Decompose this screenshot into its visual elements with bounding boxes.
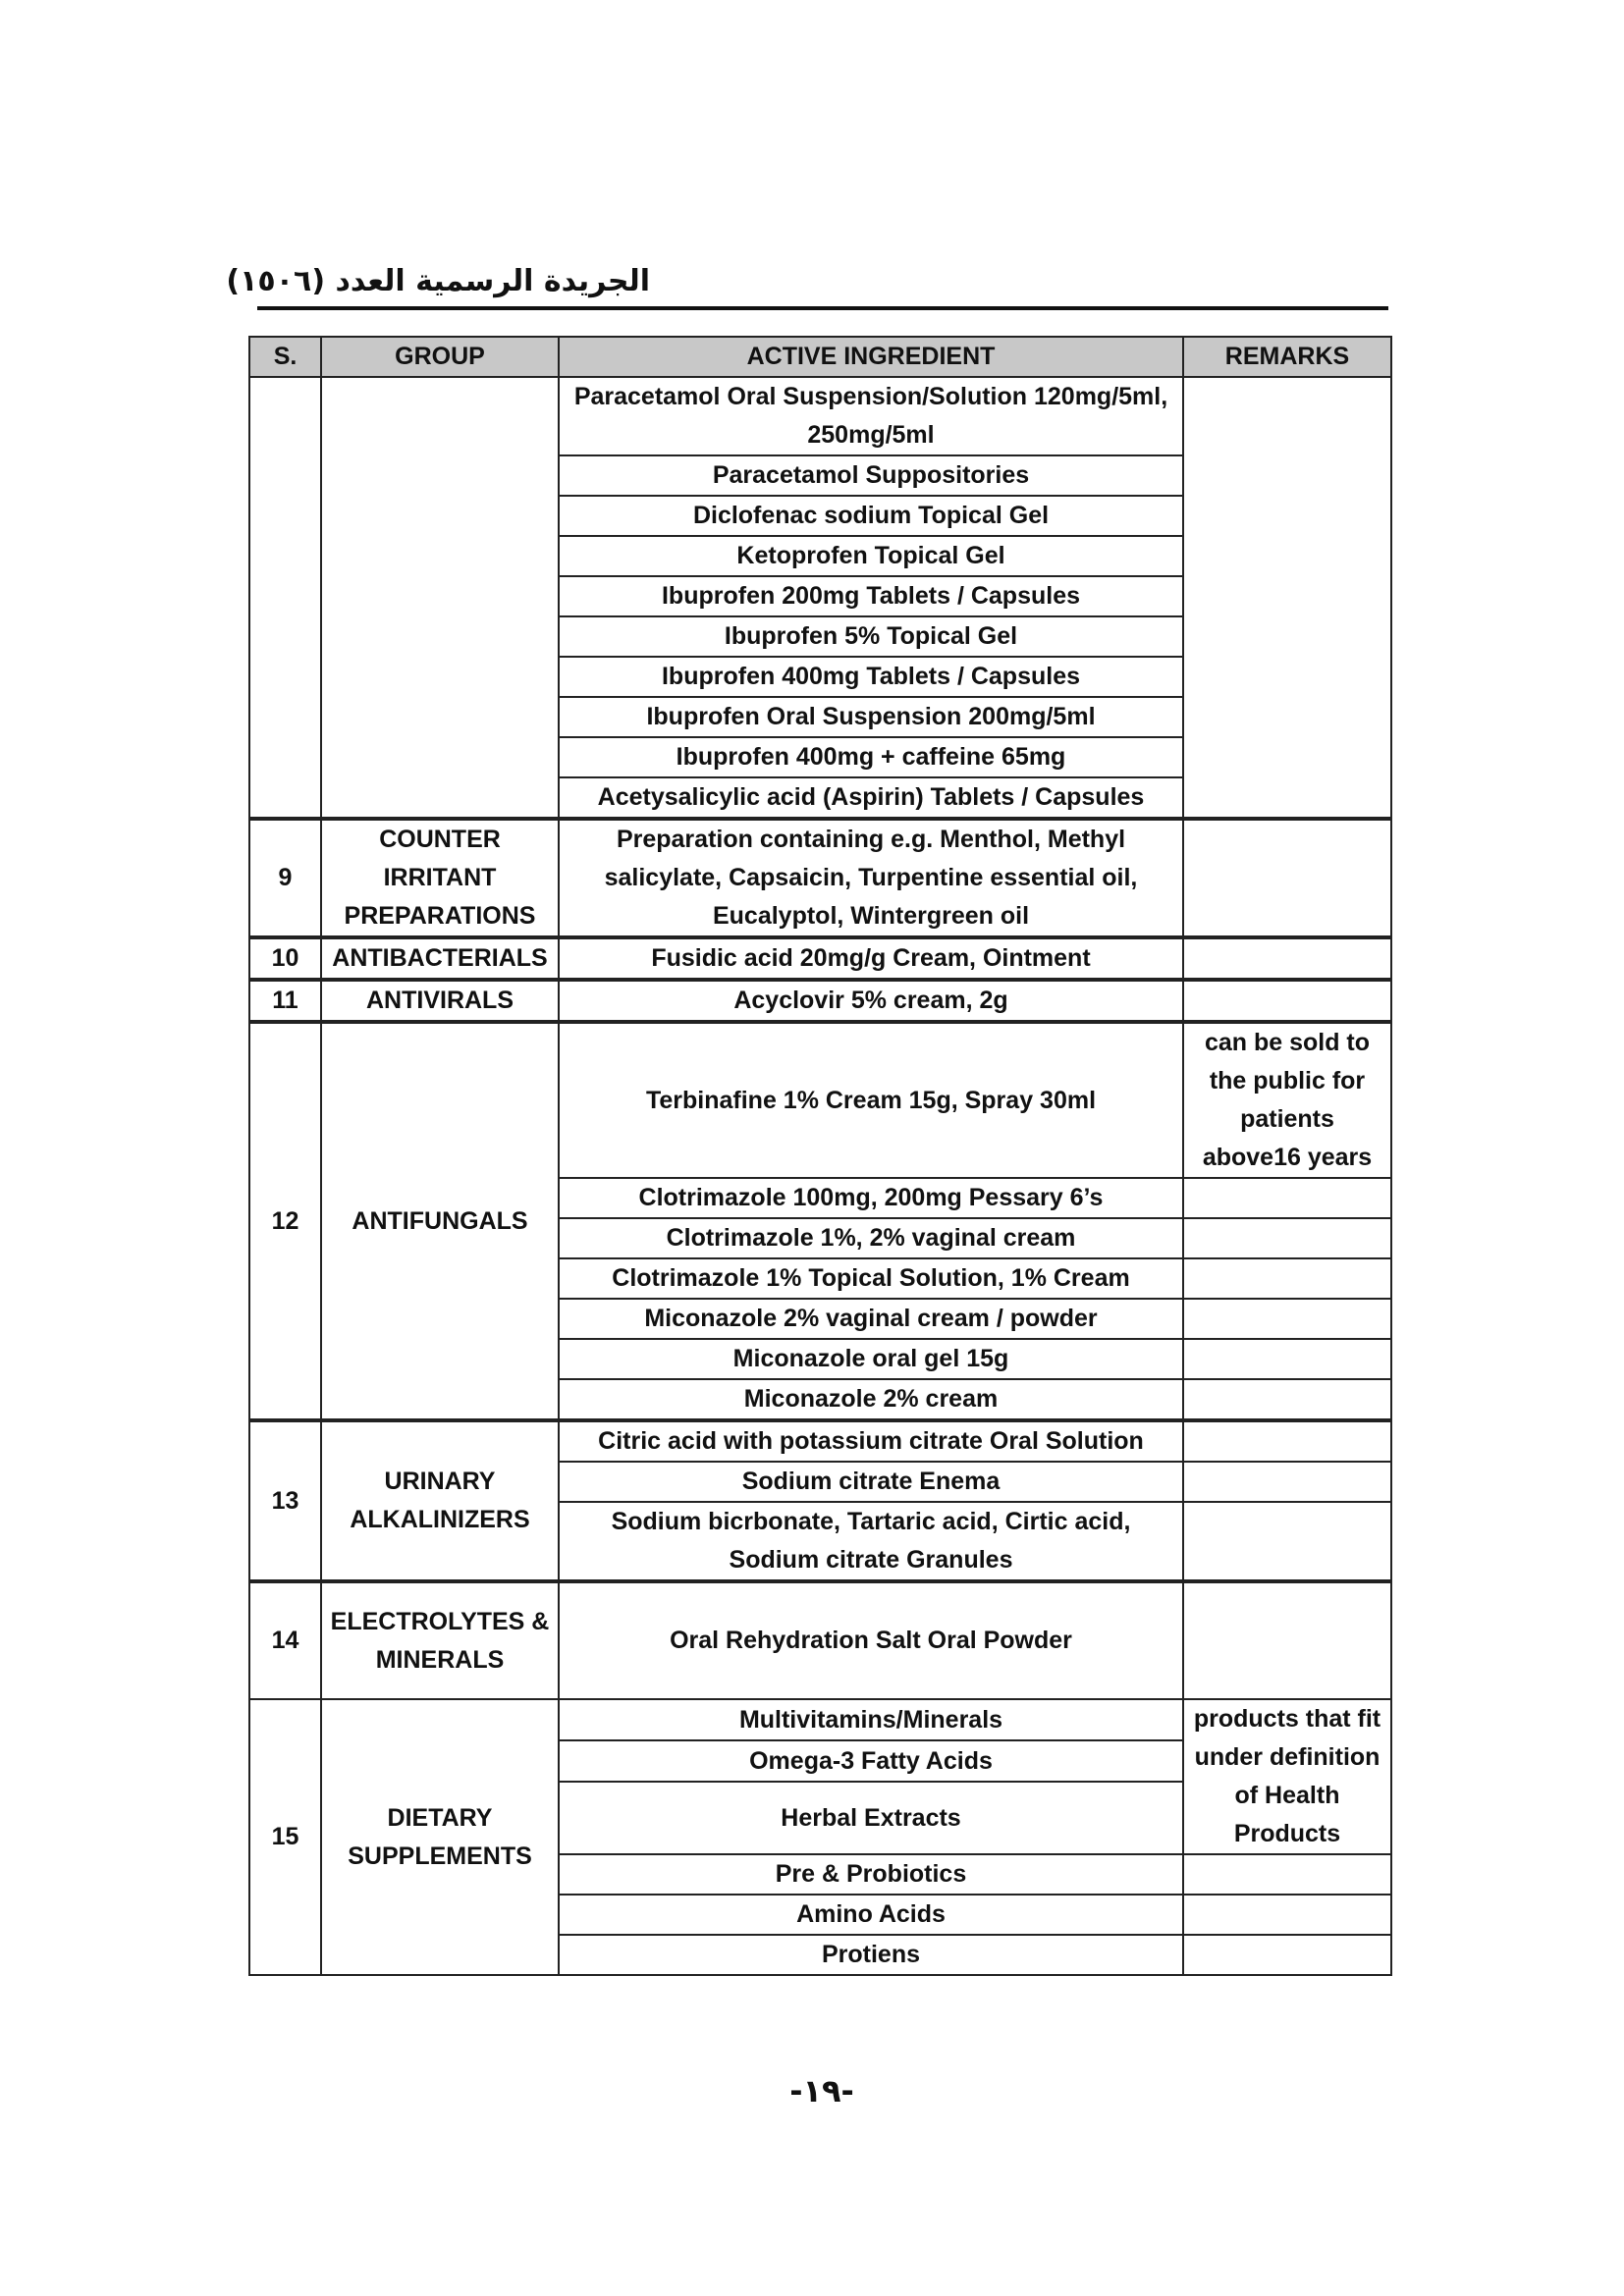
serial-cell: 9 bbox=[249, 819, 321, 937]
remarks-cell bbox=[1183, 1462, 1391, 1502]
group-cell bbox=[321, 377, 559, 819]
ingredient-cell: Acyclovir 5% cream, 2g bbox=[559, 980, 1183, 1022]
group-cell: DIETARY SUPPLEMENTS bbox=[321, 1699, 559, 1975]
ingredient-cell: Clotrimazole 1% Topical Solution, 1% Cream bbox=[559, 1258, 1183, 1299]
group-cell: ANTIVIRALS bbox=[321, 980, 559, 1022]
column-header-group: GROUP bbox=[321, 337, 559, 377]
ingredient-cell: Oral Rehydration Salt Oral Powder bbox=[559, 1581, 1183, 1699]
header-divider bbox=[257, 306, 1388, 310]
group-cell: ANTIBACTERIALS bbox=[321, 937, 559, 980]
remarks-cell bbox=[1183, 1218, 1391, 1258]
remarks-cell bbox=[1183, 1854, 1391, 1895]
ingredient-cell: Citric acid with potassium citrate Oral Solution bbox=[559, 1420, 1183, 1462]
active-ingredients-table bbox=[248, 336, 1392, 1976]
serial-cell: 13 bbox=[249, 1420, 321, 1581]
remarks-cell bbox=[1183, 1581, 1391, 1699]
table-row bbox=[249, 377, 1391, 455]
ingredient-cell: Amino Acids bbox=[559, 1895, 1183, 1935]
serial-cell: 12 bbox=[249, 1022, 321, 1420]
ingredient-cell: Miconazole oral gel 15g bbox=[559, 1339, 1183, 1379]
ingredient-cell: Clotrimazole 100mg, 200mg Pessary 6’s bbox=[559, 1178, 1183, 1218]
serial-cell: 14 bbox=[249, 1581, 321, 1699]
ingredient-cell: Protiens bbox=[559, 1935, 1183, 1975]
ingredient-cell: Miconazole 2% vaginal cream / powder bbox=[559, 1299, 1183, 1339]
gazette-header-title: الجريدة الرسمية العدد (١٥٠٦) bbox=[226, 264, 650, 298]
ingredient-cell: Fusidic acid 20mg/g Cream, Ointment bbox=[559, 937, 1183, 980]
table-header-row bbox=[249, 337, 1391, 377]
remarks-cell bbox=[1183, 1895, 1391, 1935]
ingredient-cell: Terbinafine 1% Cream 15g, Spray 30ml bbox=[559, 1022, 1183, 1178]
ingredient-cell: Clotrimazole 1%, 2% vaginal cream bbox=[559, 1218, 1183, 1258]
table-row bbox=[249, 819, 1391, 937]
ingredient-cell: Diclofenac sodium Topical Gel bbox=[559, 496, 1183, 536]
ingredient-cell: Ibuprofen 400mg Tablets / Capsules bbox=[559, 657, 1183, 697]
serial-cell: 11 bbox=[249, 980, 321, 1022]
remarks-cell bbox=[1183, 1339, 1391, 1379]
remarks-cell bbox=[1183, 1420, 1391, 1462]
column-header-active-ingredient: ACTIVE INGREDIENT bbox=[559, 337, 1183, 377]
ingredient-cell: Herbal Extracts bbox=[559, 1782, 1183, 1854]
remarks-cell bbox=[1183, 1935, 1391, 1975]
table-row bbox=[249, 1022, 1391, 1178]
remarks-cell: products that fit under definition of Health Products bbox=[1183, 1699, 1391, 1854]
ingredient-cell: Sodium bicrbonate, Tartaric acid, Cirtic acid, Sodium citrate Granules bbox=[559, 1502, 1183, 1581]
remarks-cell bbox=[1183, 1379, 1391, 1420]
page-number: -١٩- bbox=[789, 2072, 854, 2109]
ingredient-cell: Preparation containing e.g. Menthol, Methyl salicylate, Capsaicin, Turpentine essential oil, Eucalyptol, Wintergreen oil bbox=[559, 819, 1183, 937]
serial-cell: 10 bbox=[249, 937, 321, 980]
serial-cell bbox=[249, 377, 321, 819]
remarks-cell bbox=[1183, 937, 1391, 980]
ingredient-cell: Ibuprofen Oral Suspension 200mg/5ml bbox=[559, 697, 1183, 737]
remarks-cell bbox=[1183, 1258, 1391, 1299]
remarks-cell bbox=[1183, 819, 1391, 937]
remarks-cell bbox=[1183, 1178, 1391, 1218]
ingredient-cell: Sodium citrate Enema bbox=[559, 1462, 1183, 1502]
ingredient-cell: Pre & Probiotics bbox=[559, 1854, 1183, 1895]
remarks-cell bbox=[1183, 980, 1391, 1022]
group-cell: COUNTER IRRITANT PREPARATIONS bbox=[321, 819, 559, 937]
ingredient-cell: Paracetamol Oral Suspension/Solution 120mg/5ml, 250mg/5ml bbox=[559, 377, 1183, 455]
column-header-remarks: REMARKS bbox=[1183, 337, 1391, 377]
remarks-cell bbox=[1183, 1299, 1391, 1339]
ingredient-cell: Omega-3 Fatty Acids bbox=[559, 1740, 1183, 1782]
group-cell: ANTIFUNGALS bbox=[321, 1022, 559, 1420]
ingredient-cell: Ibuprofen 200mg Tablets / Capsules bbox=[559, 576, 1183, 616]
table-row bbox=[249, 980, 1391, 1022]
table-row bbox=[249, 1420, 1391, 1462]
ingredient-cell: Multivitamins/Minerals bbox=[559, 1699, 1183, 1740]
group-cell: URINARY ALKALINIZERS bbox=[321, 1420, 559, 1581]
table-row bbox=[249, 937, 1391, 980]
ingredient-cell: Ketoprofen Topical Gel bbox=[559, 536, 1183, 576]
column-header-serial: S. bbox=[249, 337, 321, 377]
remarks-cell: can be sold to the public for patients above16 years bbox=[1183, 1022, 1391, 1178]
serial-cell: 15 bbox=[249, 1699, 321, 1975]
ingredient-cell: Miconazole 2% cream bbox=[559, 1379, 1183, 1420]
ingredient-cell: Ibuprofen 400mg + caffeine 65mg bbox=[559, 737, 1183, 777]
group-cell: ELECTROLYTES & MINERALS bbox=[321, 1581, 559, 1699]
ingredient-cell: Ibuprofen 5% Topical Gel bbox=[559, 616, 1183, 657]
remarks-cell bbox=[1183, 1502, 1391, 1581]
ingredient-cell: Paracetamol Suppositories bbox=[559, 455, 1183, 496]
table-row bbox=[249, 1699, 1391, 1740]
remarks-cell bbox=[1183, 377, 1391, 819]
ingredient-cell: Acetysalicylic acid (Aspirin) Tablets / Capsules bbox=[559, 777, 1183, 819]
table-row bbox=[249, 1581, 1391, 1699]
